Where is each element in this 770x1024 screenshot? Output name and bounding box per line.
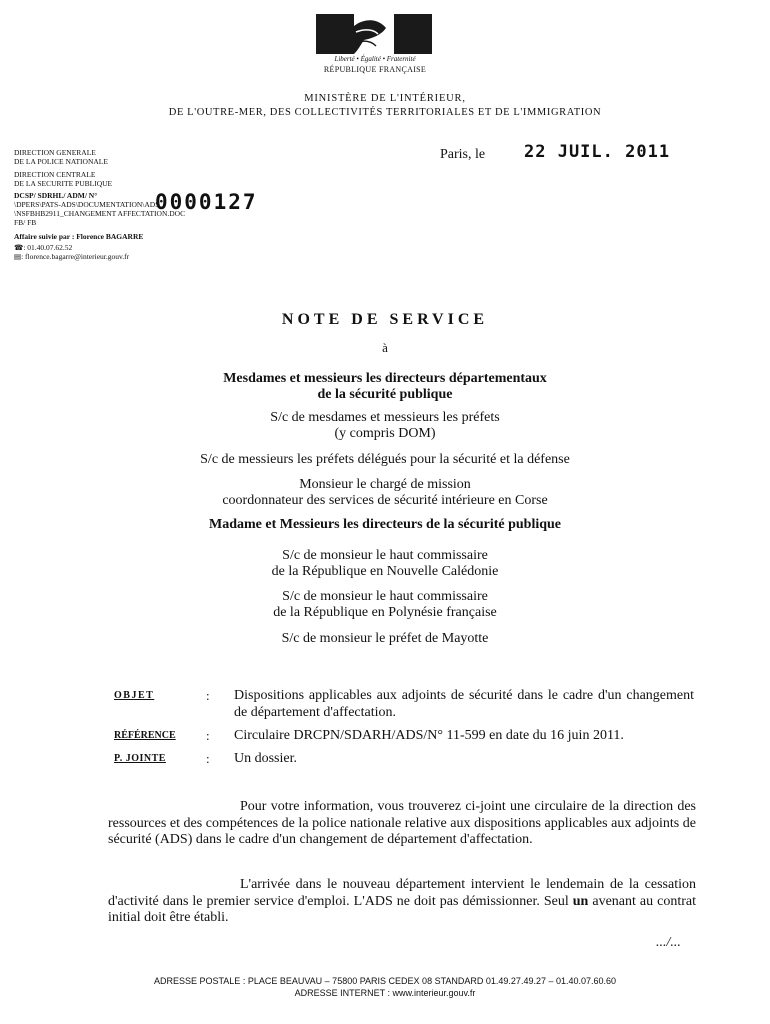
direction-generale-line1: DIRECTION GENERALE <box>14 148 96 157</box>
initials: FB/ FB <box>14 218 37 227</box>
continuation-mark: .../... <box>656 935 681 950</box>
direction-generale-line2: DE LA POLICE NATIONALE <box>14 157 108 166</box>
phone-icon: ☎ <box>14 243 24 252</box>
objet-label: OBJET <box>114 690 155 701</box>
phone-row <box>14 243 185 252</box>
file-path-1: \DPERS\PATS-ADS\DOCUMENTATION\ADS <box>14 200 160 209</box>
paragraph-2-text-a: L'arrivée dans le nouveau département intervient le lendemain de la cessation d'activité dans le premier service d'emploi. L'ADS ne doit pas démissionner. Seul <box>108 877 696 909</box>
republic-label: RÉPUBLIQUE FRANÇAISE <box>323 65 427 74</box>
attachment-value: Un dossier. <box>234 751 297 766</box>
email-address: : florence.bagarre@interieur.gouv.fr <box>21 252 130 261</box>
reference-value: Circulaire DRCPN/SDARH/ADS/N° 11-599 en date du 16 juin 2011. <box>234 728 624 743</box>
recipient-7-line2: de la République en Polynésie française <box>273 605 497 620</box>
paragraph-2-text-b: avenant au contrat initial doit être établi. <box>108 893 697 925</box>
document-title: NOTE DE SERVICE <box>281 311 489 328</box>
footer-address: ADRESSE POSTALE : PLACE BEAUVAU – 75800 PARIS CEDEX 08 STANDARD 01.49.27.49.27 – 01.40.07.60.60 <box>153 976 617 986</box>
footer-website: ADRESSE INTERNET : www.interieur.gouv.fr <box>294 988 476 998</box>
objet-value: Dispositions applicables aux adjoints de sécurité dans le cadre d'un changement de département d'affectation. <box>234 688 694 720</box>
marianne-logo-icon <box>316 12 432 58</box>
ministry-line-2: DE L'OUTRE-MER, DES COLLECTIVITÉS TERRITORIALES ET DE L'IMMIGRATION <box>168 107 602 118</box>
motto: Liberté • Égalité • Fraternité <box>334 55 416 63</box>
reference-colon: : <box>206 728 210 743</box>
recipient-1-line1: Mesdames et messieurs les directeurs départementaux <box>223 371 547 386</box>
recipient-3: S/c de messieurs les préfets délégués pour la sécurité et la défense <box>200 452 570 467</box>
attachment-colon: : <box>206 751 210 766</box>
paragraph-2-emphasis: un <box>572 893 589 909</box>
ministry-line-1: MINISTÈRE DE L'INTÉRIEUR, <box>304 93 466 104</box>
recipient-7-line1: S/c de monsieur le haut commissaire <box>282 589 488 604</box>
recipient-8: S/c de monsieur le préfet de Mayotte <box>281 631 489 646</box>
recipient-6-line2: de la République en Nouvelle Calédonie <box>271 564 499 579</box>
recipient-2-line1: S/c de mesdames et messieurs les préfets <box>270 410 500 425</box>
reference-code: DCSP/ SDRHL/ ADM/ N° <box>14 191 98 200</box>
phone-number: : 01.40.07.62.52 <box>23 243 73 252</box>
direction-centrale-line1: DIRECTION CENTRALE <box>14 170 96 179</box>
recipient-4-line1: Monsieur le chargé de mission <box>299 477 471 492</box>
place-label: Paris, le <box>440 147 486 162</box>
recipient-4-line2: coordonnateur des services de sécurité intérieure en Corse <box>222 493 548 508</box>
recipient-6-line1: S/c de monsieur le haut commissaire <box>282 548 488 563</box>
email-row <box>14 252 185 261</box>
to-label: à <box>382 340 388 355</box>
objet-colon: : <box>206 688 210 703</box>
body-paragraph-1: Pour votre information, vous trouverez ci-joint une circulaire de la direction des ressources et des compétences de la police nationale relative aux dispositions applicables aux adjoints de sécurité (ADS) dans le cadre d'un changement de département d'affectation. <box>108 799 696 847</box>
direction-centrale-line2: DE LA SECURITE PUBLIQUE <box>14 179 113 188</box>
follow-up-contact: Affaire suivie par : Florence BAGARRE <box>14 232 144 241</box>
body-paragraph-2 <box>108 877 696 927</box>
recipient-2-line2: (y compris DOM) <box>334 426 436 441</box>
reference-label: RÉFÉRENCE <box>114 730 176 741</box>
printer-icon: ▤ <box>14 252 22 261</box>
attachment-label: P. JOINTE <box>114 753 166 764</box>
date-stamp: 22 JUIL. 2011 <box>524 142 671 162</box>
file-path-2: \NSFBHB2911_CHANGEMENT AFFECTATION.DOC <box>14 209 186 218</box>
recipient-5: Madame et Messieurs les directeurs de la sécurité publique <box>208 517 562 532</box>
registration-stamp-number: 0000127 <box>155 190 258 214</box>
recipient-1-line2: de la sécurité publique <box>317 387 453 402</box>
